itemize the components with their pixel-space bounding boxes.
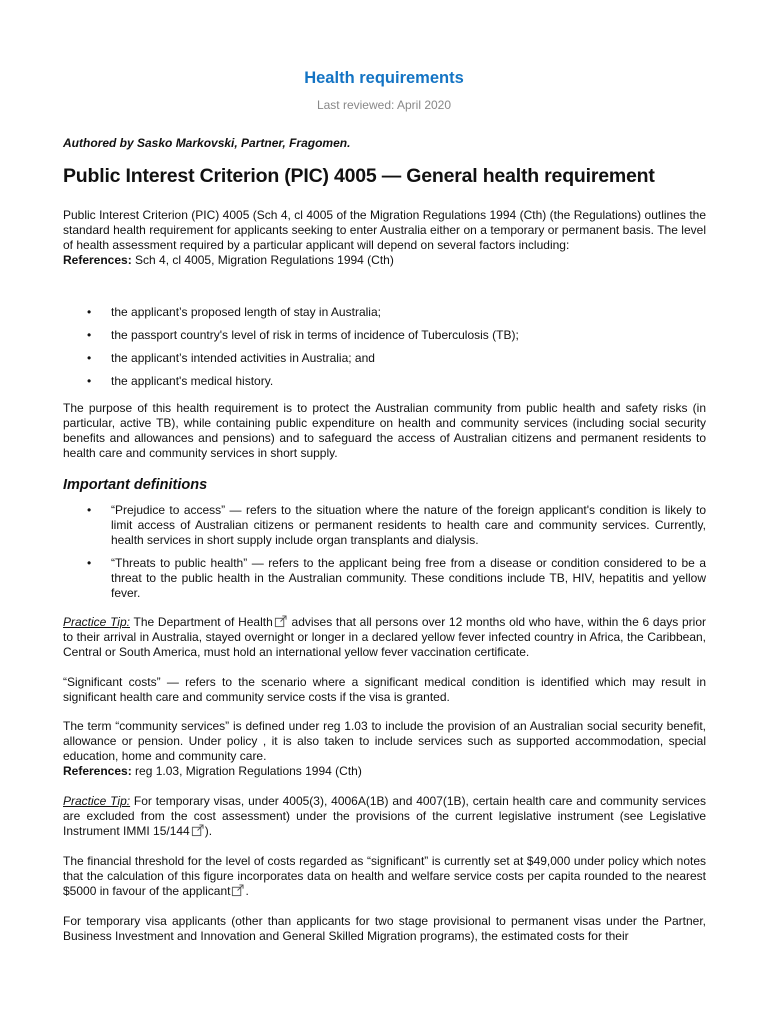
references-label: References: [63,764,132,778]
bullet: • [87,556,92,570]
financial-threshold-paragraph: The financial threshold for the level of costs regarded as “significant” is currently set at $49,000 under policy which notes that the calculation of this figure incorporates data on health and welfare service costs per capita rounded to the nearest $5000 in favour of the applicant . [63,854,706,898]
practice-tip-temporary-visas: Practice Tip: For temporary visas, under 4005(3), 4006A(1B) and 4007(1B), certain health care and community services are excluded from the cost assessment) under the provisions of the current legislative instrument (see Legislative Instrument IMMI 15/144 ). [63,794,706,838]
bullet: • [87,503,92,517]
community-services-text: The term “community services” is defined under reg 1.03 to include the provision of an Australian social security benefit, allowance or pension. Under policy , it is also taken to include services such as supported accommodation, special education, home and community care. [63,719,706,763]
practice-tip-label: Practice Tip: [63,794,131,808]
page-title: Health requirements [304,69,464,87]
temporary-visa-paragraph: For temporary visa applicants (other than applicants for two stage provisional to permanent visas under the Partner, Business Investment and Innovation and General Skilled Migration programs), the estimated costs for their [63,914,706,943]
list-item: • “Prejudice to access” — refers to the situation where the nature of the foreign applicant's condition is likely to limit access of Australian citizens or permanent residents to health care and community services. Currently, health services in short supply include organ transplants and dialysis. [87,503,706,547]
references-text: reg 1.03, Migration Regulations 1994 (Cth) [131,764,362,778]
list-item: • the applicant’s intended activities in Australia; and [87,351,375,365]
community-services-references [63,764,706,779]
bullet: • [87,305,92,319]
definitions-heading: Important definitions [63,477,208,493]
list-item: • the applicant's medical history. [87,374,274,388]
list-item: • “Threats to public health” — refers to the applicant being free from a disease or condition considered to be a threat to the public health in the Australian community. These conditions include TB, HIV, hepatitis and yellow fever. [87,556,706,600]
external-link-icon[interactable] [274,615,287,628]
section-heading: Public Interest Criterion (PIC) 4005 — General health requirement [63,165,655,187]
bullet: • [87,328,92,342]
intro-references [63,253,706,268]
list-item: • the passport country's level of risk in terms of incidence of Tuberculosis (TB); [87,328,519,342]
practice-tip-yellow-fever: Practice Tip: The Department of Health advises that all persons over 12 months old who have, within the 6 days prior to their arrival in Australia, stayed overnight or longer in a declared yellow fever infected country in Africa, the Caribbean, Central or South America, must hold an international yellow fever vaccination certificate. [63,615,706,659]
purpose-paragraph: The purpose of this health requirement is to protect the Australian community from public health and safety risks (in particular, active TB), while containing public expenditure on health and community services (including social security benefits and allowances and pensions) and to safeguard the access of Australian citizens and permanent residents to health care and community services in short supply. [63,401,706,460]
last-reviewed: Last reviewed: April 2020 [316,98,452,112]
bullet: • [87,351,92,365]
definitions-list [63,503,706,601]
external-link-icon[interactable] [191,824,204,837]
community-services-paragraph [63,719,706,779]
factors-list [63,305,706,389]
practice-tip-label: Practice Tip: [63,615,130,629]
references-label: References: [63,253,132,267]
list-item: • the applicant’s proposed length of stay in Australia; [87,305,381,319]
intro-paragraph [63,208,706,268]
bullet: • [87,374,92,388]
significant-costs-paragraph: “Significant costs” — refers to the scenario where a significant medical condition is identified which may result in significant health care and community service costs if the visa is granted. [63,675,706,704]
external-link-icon[interactable] [231,884,244,897]
intro-text: Public Interest Criterion (PIC) 4005 (Sch 4, cl 4005 of the Migration Regulations 1994 (Cth) (the Regulations) outlines the standard health requirement for applicants seeking to enter Australia either on a temporary or permanent basis. The level of health assessment required by a particular applicant will depend on several factors including: [63,208,706,252]
references-text: Sch 4, cl 4005, Migration Regulations 1994 (Cth) [131,253,394,267]
author-line: Authored by Sasko Markovski, Partner, Fragomen. [63,136,351,150]
